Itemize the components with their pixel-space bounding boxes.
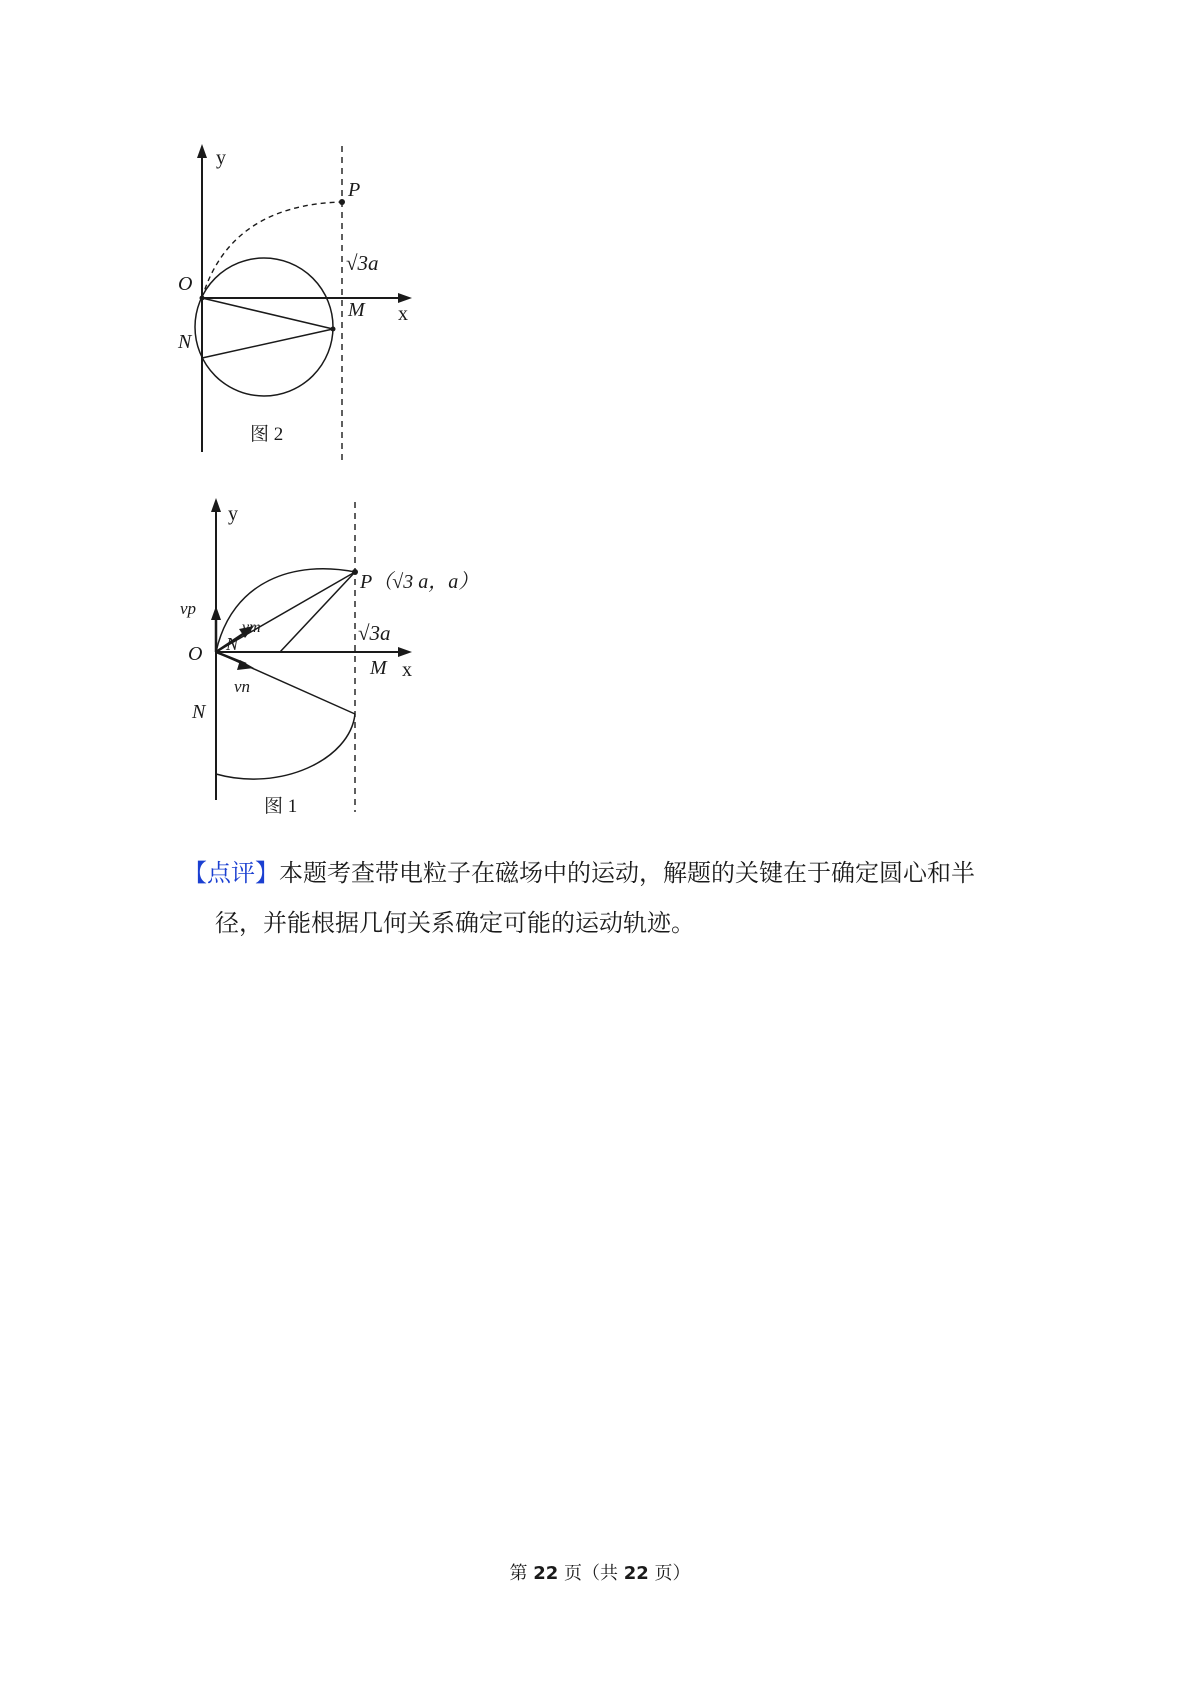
point-p xyxy=(352,569,358,575)
y-axis-arrow xyxy=(197,144,207,158)
label-y: y xyxy=(216,147,226,169)
arc-lower xyxy=(216,652,355,779)
label-n-inner: N xyxy=(226,634,239,654)
comment-tag-open: 【 xyxy=(183,859,207,887)
footer-suffix: 页） xyxy=(654,1563,691,1584)
figure-1 xyxy=(160,492,520,842)
label-o: O xyxy=(178,273,193,295)
label-sqrt3a: √3a xyxy=(346,251,379,275)
footer-total-pages: 22 xyxy=(623,1563,649,1584)
figure-2-caption: 图 2 xyxy=(250,424,284,445)
comment-line-2: 径，并能根据几何关系确定可能的运动轨迹。 xyxy=(215,909,695,937)
footer-page-number: 22 xyxy=(533,1563,559,1584)
comment-line-1 xyxy=(183,848,1043,898)
x-axis-arrow xyxy=(398,647,412,657)
comment-text-1: 本题考查带电粒子在磁场中的运动，解题的关键在于确定圆心和半 xyxy=(279,859,975,887)
vector-vp-arrow xyxy=(211,606,221,620)
label-m: M xyxy=(370,657,387,679)
label-p: P xyxy=(348,179,361,201)
label-x: x xyxy=(402,659,412,681)
point-m xyxy=(331,327,336,332)
point-o xyxy=(200,296,205,301)
label-vp: vp xyxy=(180,599,197,618)
label-n-axis: N xyxy=(192,701,206,723)
figure-2 xyxy=(160,140,460,490)
x-axis-arrow xyxy=(398,293,412,303)
figure-1-caption: 图 1 xyxy=(264,796,298,817)
comment-paragraph xyxy=(183,848,1043,948)
label-n: N xyxy=(178,331,192,353)
label-p-point: P（√3 a，a） xyxy=(360,571,479,593)
dashed-trajectory xyxy=(202,202,342,298)
label-x: x xyxy=(398,303,408,325)
label-vn: vn xyxy=(234,677,251,696)
point-p xyxy=(339,199,345,205)
chord-om xyxy=(202,298,333,329)
comment-tag-close: 】 xyxy=(255,859,279,887)
y-axis-arrow xyxy=(211,498,221,512)
figure-2-diagram xyxy=(160,140,460,490)
label-o: O xyxy=(188,643,203,665)
footer-prefix: 第 xyxy=(509,1563,528,1584)
label-vm: vm xyxy=(242,619,261,636)
chord-nm xyxy=(202,329,333,358)
label-sqrt3a: √3a xyxy=(358,621,391,645)
label-y: y xyxy=(228,503,238,525)
footer-mid: 页（共 xyxy=(564,1563,618,1584)
comment-tag: 点评 xyxy=(207,859,255,887)
radius-line xyxy=(280,572,355,652)
page-footer xyxy=(0,1559,1200,1585)
label-m: M xyxy=(348,299,365,321)
trajectory-circle xyxy=(195,258,333,396)
figure-1-diagram xyxy=(160,492,520,842)
